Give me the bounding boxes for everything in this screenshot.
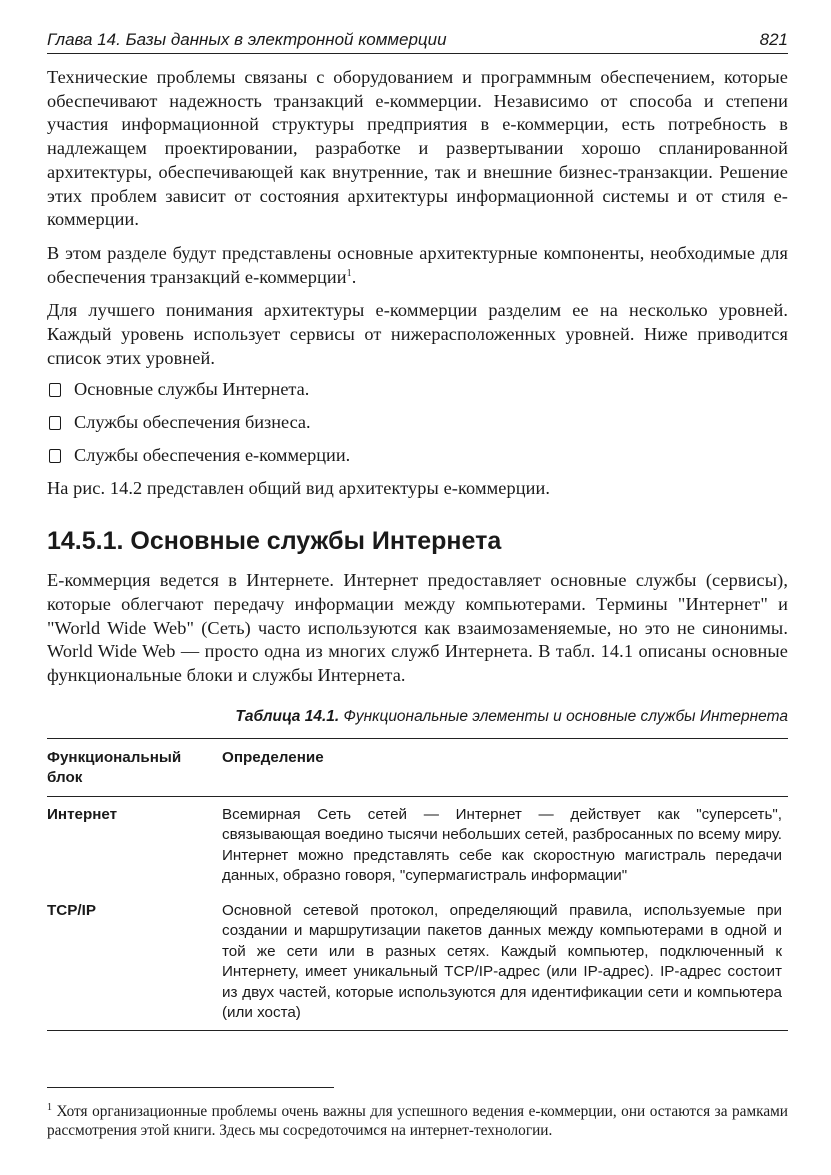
table-caption-text: Функциональные элементы и основные службы Интернета xyxy=(343,707,788,725)
book-page xyxy=(47,30,788,1141)
footnote-divider xyxy=(47,1087,334,1088)
footnote-marker: 1 xyxy=(47,1101,52,1113)
table-header-row xyxy=(47,738,788,796)
levels-list xyxy=(47,378,788,467)
square-bullet-icon xyxy=(49,416,61,430)
table-cell-definition: Всемирная Сеть сетей — Интернет — действует как "суперсеть", связывающая воедино тысячи небольших сетей, разбросанных по всему миру. Интернет можно представлять себе как скоростную магистраль передачи данных, образно говоря, "супермагистраль информации" xyxy=(222,805,782,885)
table-caption xyxy=(47,708,788,726)
table-cell-definition: Основной сетевой протокол, определяющий правила, используемые при создании и маршрутизации пакетов данных между компьютерами в одной и той же сети или в разных сетях. Каждый компьютер, подключенный к Интернету, имеет уникальный TCP/IP-адрес (или IP-адрес). IP-адрес состоит из двух частей, которые используются для идентификации сети и компьютера (или хоста) xyxy=(222,901,782,1022)
list-item-text: Основные службы Интернета. xyxy=(74,379,310,400)
section-heading: 14.5.1. Основные службы Интернета xyxy=(47,527,502,556)
table-caption-label: Таблица 14.1. xyxy=(235,707,340,725)
chapter-title: Глава 14. Базы данных в электронной коммерции xyxy=(47,30,447,49)
list-item-text: Службы обеспечения бизнеса. xyxy=(74,412,311,433)
list-item xyxy=(47,444,788,468)
footnote-reference[interactable]: 1 xyxy=(346,267,352,279)
list-item-text: Службы обеспечения е-коммерции. xyxy=(74,444,351,465)
paragraph-section-intro-text: В этом разделе будут представлены основные архитектурные компоненты, необходимые для обеспечения транзакций е-коммерции xyxy=(47,242,788,287)
footnote-text: Хотя организационные проблемы очень важны для успешного ведения е-коммерции, они остаются за рамками рассмотрения этой книги. Здесь мы сосредоточимся на интернет-технологии. xyxy=(47,1102,788,1140)
footnote xyxy=(47,1102,788,1141)
column-header-block xyxy=(47,738,222,796)
page-number: 821 xyxy=(759,30,788,49)
functional-blocks-table xyxy=(47,738,788,1031)
paragraph-section-intro-end: . xyxy=(351,266,357,287)
running-header xyxy=(47,30,788,54)
column-header-definition: Определение xyxy=(222,748,324,766)
table-row xyxy=(47,893,788,1031)
square-bullet-icon xyxy=(49,449,61,463)
square-bullet-icon xyxy=(49,383,61,397)
paragraph-figure-reference: На рис. 14.2 представлен общий вид архитектуры е-коммерции. xyxy=(47,477,551,498)
list-item xyxy=(47,411,788,435)
table-cell-term: Интернет xyxy=(47,805,118,823)
paragraph-internet-services: Е-коммерция ведется в Интернете. Интернет предоставляет основные службы (сервисы), которые облегчают передачу информации между компьютерами. Термины "Интернет" и "World Wide Web" (Сеть) часто используются как взаимозаменяемые, но это не синонимы. World Wide Web — просто одна из многих служб Интернета. В табл. 14.1 описаны основные функциональные блоки и службы Интернета. xyxy=(47,570,788,686)
paragraph-section-intro xyxy=(47,242,788,289)
paragraph-technical-problems: Технические проблемы связаны с оборудованием и программным обеспечением, которые обеспечивают надежность транзакций е-коммерции. Независимо от способа и степени участия информационной структуры предприятия в е-коммерции, есть потребность в надлежащем проектировании, разработке и развертывании хорошо спланированной архитектуры, обеспечивающей как внутренние, так и внешние бизнес-транзакции. Решение этих проблем зависит от состояния архитектуры информационной системы и от стиля е-коммерции. xyxy=(47,67,788,230)
list-item xyxy=(47,378,788,402)
column-header-block-text: Функциональный блок xyxy=(47,748,182,787)
table-cell-term: TCP/IP xyxy=(47,901,96,919)
table-row xyxy=(47,796,788,893)
paragraph-levels-intro: Для лучшего понимания архитектуры е-коммерции разделим ее на несколько уровней. Каждый уровень использует сервисы от нижерасположенных уровней. Ниже приводится список этих уровней. xyxy=(47,300,788,368)
